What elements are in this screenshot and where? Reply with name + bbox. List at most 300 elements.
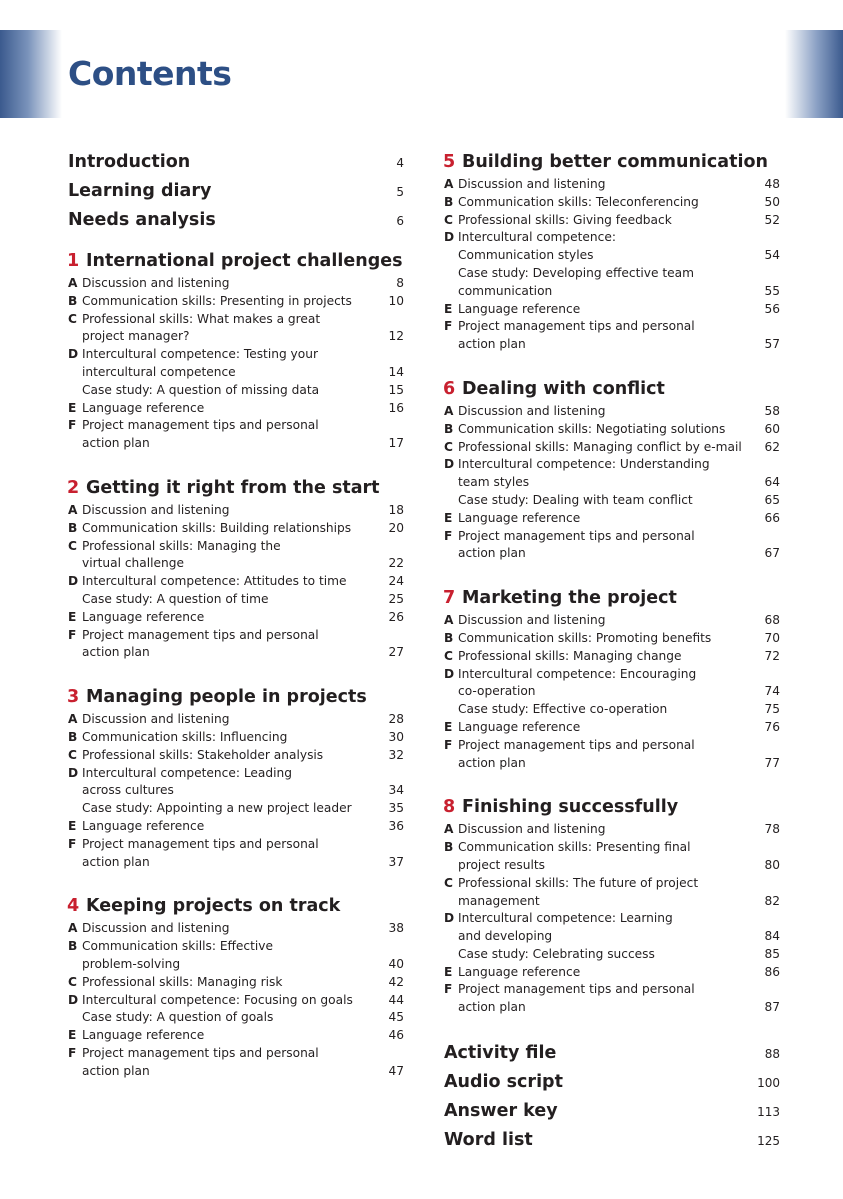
- entry-page-number: 66: [764, 510, 780, 525]
- entry-text: Case study: Effective co-operation: [458, 702, 668, 717]
- entry-page-number: 58: [764, 403, 780, 418]
- entry-text: Project management tips and personal: [458, 982, 695, 997]
- entry-text: Project management tips and personal: [82, 836, 319, 851]
- unit-number: 4: [67, 896, 80, 917]
- section-letter: D: [68, 347, 79, 362]
- entry-text: Discussion and listening: [82, 712, 230, 727]
- entry-page-number: 68: [764, 613, 780, 628]
- toc-entry[interactable]: [68, 992, 404, 1010]
- entry-text: Language reference: [458, 301, 581, 316]
- unit-number: 1: [67, 251, 80, 271]
- section-letter: C: [68, 538, 77, 553]
- unit-block: [68, 685, 404, 871]
- toc-entry[interactable]: [444, 928, 780, 946]
- toc-entry[interactable]: [68, 782, 404, 800]
- toc-section-title: Learning diary: [68, 181, 212, 201]
- entry-text: Project management tips and personal: [82, 1045, 319, 1060]
- unit-heading[interactable]: [443, 795, 780, 821]
- entry-text: Project management tips and personal: [458, 528, 695, 543]
- toc-entry[interactable]: [444, 857, 780, 875]
- entry-page-number: 45: [388, 1010, 404, 1025]
- entry-page-number: 75: [764, 702, 780, 717]
- toc-entry[interactable]: [444, 701, 780, 719]
- entry-text: Case study: Appointing a new project leader: [82, 801, 352, 816]
- entry-text: project results: [458, 857, 546, 872]
- section-letter: C: [444, 648, 453, 663]
- entry-text: Communication skills: Effective: [82, 939, 274, 954]
- toc-entry[interactable]: [68, 311, 404, 329]
- entry-text: Professional skills: The future of project: [458, 875, 699, 890]
- entry-page-number: 60: [764, 421, 780, 436]
- toc-entry[interactable]: [444, 719, 780, 737]
- toc-entry[interactable]: [444, 194, 780, 212]
- entry-text: and developing: [458, 929, 553, 944]
- section-letter: D: [68, 574, 79, 589]
- entry-page-number: 46: [388, 1028, 404, 1043]
- entry-page-number: 24: [388, 574, 404, 589]
- toc-entry[interactable]: [444, 336, 780, 354]
- entry-page-number: 55: [764, 283, 780, 298]
- toc-entry[interactable]: [68, 836, 404, 854]
- section-letter: C: [68, 311, 77, 326]
- section-letter: D: [444, 457, 455, 472]
- toc-section-title: Audio script: [444, 1072, 563, 1093]
- entry-page-number: 44: [388, 992, 404, 1007]
- section-letter: A: [444, 403, 454, 418]
- entry-page-number: 87: [764, 1000, 780, 1015]
- entry-text: Intercultural competence: Leading: [82, 765, 292, 780]
- toc-page-number: 88: [764, 1047, 780, 1062]
- toc-entry[interactable]: [444, 439, 780, 457]
- entry-text: Intercultural competence: Focusing on goals: [82, 992, 353, 1007]
- unit-number: 2: [67, 477, 80, 498]
- toc-entry[interactable]: [68, 627, 404, 645]
- toc-entry[interactable]: [68, 555, 404, 573]
- toc-entry[interactable]: [68, 800, 404, 818]
- entry-text: problem-solving: [82, 956, 181, 971]
- toc-entry[interactable]: [444, 283, 780, 301]
- section-letter: A: [444, 613, 454, 628]
- entry-page-number: 16: [388, 400, 404, 415]
- toc-entry[interactable]: [444, 545, 780, 563]
- toc-entry[interactable]: [444, 946, 780, 964]
- entry-page-number: 28: [388, 712, 404, 727]
- entry-text: Language reference: [82, 1028, 205, 1043]
- toc-entry[interactable]: [68, 956, 404, 974]
- toc-entry[interactable]: [68, 729, 404, 747]
- section-letter: B: [68, 729, 78, 744]
- entry-page-number: 62: [764, 439, 780, 454]
- entry-page-number: 47: [388, 1063, 404, 1078]
- entry-text: action plan: [82, 645, 150, 660]
- entry-text: action plan: [458, 337, 526, 352]
- toc-entry[interactable]: [68, 293, 404, 311]
- entry-text: Language reference: [82, 609, 205, 624]
- section-letter: A: [444, 822, 454, 837]
- toc-page-number: 113: [757, 1105, 780, 1120]
- toc-entry[interactable]: [444, 421, 780, 439]
- toc-entry[interactable]: [444, 212, 780, 230]
- toc-entry[interactable]: [444, 893, 780, 911]
- entry-text: Professional skills: Managing the: [82, 538, 281, 553]
- toc-entry[interactable]: [68, 1027, 404, 1045]
- toc-entry[interactable]: [444, 737, 780, 755]
- toc-section-title: Introduction: [68, 152, 191, 172]
- unit-title: Getting it right from the start: [86, 477, 380, 498]
- section-letter: A: [68, 502, 78, 517]
- entry-page-number: 32: [388, 747, 404, 762]
- entry-text: Communication skills: Promoting benefits: [458, 630, 712, 645]
- toc-entry[interactable]: [68, 502, 404, 520]
- toc-entry[interactable]: [444, 683, 780, 701]
- entry-page-number: 65: [764, 492, 780, 507]
- unit-title: Marketing the project: [462, 588, 677, 609]
- unit-heading[interactable]: [443, 150, 780, 176]
- toc-page-number: 5: [396, 185, 404, 199]
- toc-page-number: 6: [396, 214, 404, 228]
- toc-section-link[interactable]: [444, 1070, 780, 1099]
- section-letter: F: [444, 982, 453, 997]
- entry-text: action plan: [458, 755, 526, 770]
- entry-text: Case study: A question of time: [82, 591, 269, 606]
- toc-entry[interactable]: [68, 346, 404, 364]
- toc-entry[interactable]: [444, 247, 780, 265]
- section-letter: B: [68, 293, 78, 308]
- toc-section-title: Needs analysis: [68, 210, 216, 230]
- entry-page-number: 15: [388, 382, 404, 397]
- entry-text: Intercultural competence: Attitudes to time: [82, 574, 347, 589]
- toc-entry[interactable]: [68, 711, 404, 729]
- unit-heading[interactable]: [67, 249, 404, 275]
- entry-text: Communication skills: Presenting final: [458, 840, 691, 855]
- entry-page-number: 77: [764, 755, 780, 770]
- unit-block: [444, 377, 780, 563]
- entry-text: Communication skills: Negotiating solutions: [458, 421, 726, 436]
- entry-text: Discussion and listening: [82, 502, 230, 517]
- unit-title: Building better communication: [462, 152, 768, 172]
- entry-text: Communication skills: Influencing: [82, 729, 288, 744]
- entry-page-number: 36: [388, 818, 404, 833]
- section-letter: E: [68, 1028, 77, 1043]
- entry-text: Language reference: [82, 818, 205, 833]
- unit-number: 3: [67, 687, 80, 708]
- entry-text: Communication skills: Building relationships: [82, 520, 352, 535]
- unit-heading[interactable]: [67, 894, 404, 920]
- entry-text: Professional skills: Managing conflict by e-mail: [458, 439, 742, 454]
- entry-text: Discussion and listening: [82, 921, 230, 936]
- entry-text: Language reference: [458, 964, 581, 979]
- unit-heading[interactable]: [67, 476, 404, 502]
- entry-page-number: 26: [388, 609, 404, 624]
- section-letter: F: [68, 836, 77, 851]
- toc-section-link[interactable]: [444, 1128, 780, 1157]
- section-letter: C: [444, 439, 453, 454]
- unit-number: 6: [443, 378, 456, 399]
- toc-entry[interactable]: [68, 573, 404, 591]
- unit-title: International project challenges: [86, 251, 403, 271]
- section-letter: A: [444, 177, 454, 191]
- unit-list-right: [444, 150, 780, 1017]
- toc-entry[interactable]: [444, 839, 780, 857]
- unit-heading[interactable]: [67, 685, 404, 711]
- toc-entry[interactable]: [68, 1045, 404, 1063]
- toc-entry[interactable]: [444, 528, 780, 546]
- entry-page-number: 54: [764, 248, 780, 263]
- section-letter: B: [444, 421, 454, 436]
- entry-page-number: 14: [388, 364, 404, 379]
- entry-page-number: 85: [764, 946, 780, 961]
- toc-entry[interactable]: [444, 510, 780, 528]
- section-letter: B: [444, 840, 454, 855]
- unit-block: [68, 894, 404, 1080]
- section-letter: D: [68, 765, 79, 780]
- toc-entry[interactable]: [68, 382, 404, 400]
- toc-section-link[interactable]: [444, 1041, 780, 1070]
- toc-section-link[interactable]: [68, 208, 404, 237]
- toc-entry[interactable]: [68, 417, 404, 435]
- toc-section-title: Word list: [444, 1130, 533, 1151]
- section-letter: E: [444, 510, 453, 525]
- entry-text: Professional skills: Managing change: [458, 648, 682, 663]
- section-letter: E: [444, 301, 453, 316]
- entry-page-number: 86: [764, 964, 780, 979]
- toc-section-link[interactable]: [68, 179, 404, 208]
- unit-number: 8: [443, 797, 456, 818]
- entry-text: Intercultural competence: Understanding: [458, 457, 710, 472]
- entry-text: Communication styles: [458, 248, 594, 263]
- section-letter: D: [444, 230, 455, 245]
- unit-block: [444, 795, 780, 1017]
- toc-entry[interactable]: [68, 644, 404, 662]
- toc-entry[interactable]: [68, 538, 404, 556]
- section-letter: B: [444, 630, 454, 645]
- entry-text: Case study: Developing effective team: [458, 265, 694, 280]
- entry-text: Case study: Dealing with team conflict: [458, 492, 693, 507]
- entry-page-number: 10: [388, 293, 404, 308]
- entry-page-number: 37: [388, 854, 404, 869]
- unit-title: Keeping projects on track: [86, 896, 341, 917]
- entry-page-number: 17: [388, 436, 404, 451]
- toc-entry[interactable]: [444, 999, 780, 1017]
- toc-entry[interactable]: [68, 1063, 404, 1081]
- entry-page-number: 56: [764, 301, 780, 316]
- unit-number: 7: [443, 588, 456, 609]
- entry-text: action plan: [82, 854, 150, 869]
- page-title: Contents: [68, 54, 232, 93]
- entry-page-number: 72: [764, 648, 780, 663]
- contents-column-right: [444, 150, 780, 1157]
- entry-text: Professional skills: What makes a great: [82, 311, 321, 326]
- entry-page-number: 20: [388, 520, 404, 535]
- entry-text: Communication skills: Teleconferencing: [458, 194, 699, 209]
- toc-entry[interactable]: [444, 492, 780, 510]
- toc-entry[interactable]: [68, 747, 404, 765]
- toc-entry[interactable]: [444, 981, 780, 999]
- header-band-right: [785, 30, 843, 118]
- unit-title: Managing people in projects: [86, 687, 367, 708]
- entry-page-number: 12: [388, 329, 404, 344]
- entry-text: Project management tips and personal: [458, 737, 695, 752]
- unit-block: [68, 476, 404, 662]
- entry-page-number: 64: [764, 475, 780, 490]
- entry-page-number: 67: [764, 546, 780, 561]
- entry-text: Intercultural competence: Learning: [458, 911, 673, 926]
- section-letter: E: [444, 964, 453, 979]
- unit-title: Dealing with conflict: [462, 378, 665, 399]
- section-letter: E: [68, 818, 77, 833]
- toc-page-number: 100: [757, 1076, 780, 1091]
- toc-entry[interactable]: [444, 318, 780, 336]
- entry-text: Intercultural competence:: [458, 230, 616, 245]
- toc-entry[interactable]: [68, 328, 404, 346]
- section-letter: B: [68, 939, 78, 954]
- entry-page-number: 57: [764, 337, 780, 352]
- toc-page-number: 125: [757, 1134, 780, 1149]
- unit-block: [444, 150, 780, 354]
- section-letter: F: [68, 418, 77, 433]
- entry-text: Case study: Celebrating success: [458, 946, 655, 961]
- entry-text: Language reference: [458, 510, 581, 525]
- unit-heading[interactable]: [443, 377, 780, 403]
- section-letter: E: [444, 719, 453, 734]
- toc-entry[interactable]: [444, 666, 780, 684]
- entry-text: intercultural competence: [82, 364, 236, 379]
- entry-text: Project management tips and personal: [458, 319, 695, 334]
- toc-entry[interactable]: [68, 400, 404, 418]
- section-letter: F: [444, 528, 453, 543]
- section-letter: E: [68, 609, 77, 624]
- toc-entry[interactable]: [68, 854, 404, 872]
- toc-section-title: Activity file: [444, 1043, 557, 1064]
- section-letter: A: [68, 712, 78, 727]
- entry-page-number: 80: [764, 857, 780, 872]
- section-letter: D: [444, 911, 455, 926]
- section-letter: F: [444, 319, 453, 334]
- entry-page-number: 76: [764, 719, 780, 734]
- entry-text: Professional skills: Managing risk: [82, 974, 283, 989]
- toc-entry[interactable]: [444, 910, 780, 928]
- entry-text: action plan: [458, 1000, 526, 1015]
- toc-entry[interactable]: [444, 229, 780, 247]
- toc-entry[interactable]: [444, 403, 780, 421]
- entry-page-number: 78: [764, 822, 780, 837]
- toc-entry[interactable]: [444, 648, 780, 666]
- entry-text: project manager?: [82, 329, 190, 344]
- toc-entry[interactable]: [68, 435, 404, 453]
- toc-entry[interactable]: [68, 938, 404, 956]
- entry-text: action plan: [458, 546, 526, 561]
- front-matter-list: [68, 150, 404, 237]
- entry-text: Language reference: [458, 719, 581, 734]
- entry-text: Language reference: [82, 400, 205, 415]
- unit-title: Finishing successfully: [462, 797, 679, 818]
- toc-entry[interactable]: [444, 755, 780, 773]
- entry-page-number: 27: [388, 645, 404, 660]
- entry-page-number: 42: [388, 974, 404, 989]
- entry-text: action plan: [82, 436, 150, 451]
- unit-block: [444, 586, 780, 772]
- entry-page-number: 35: [388, 801, 404, 816]
- toc-entry[interactable]: [444, 964, 780, 982]
- entry-page-number: 48: [764, 177, 780, 191]
- entry-text: Discussion and listening: [458, 177, 606, 191]
- toc-entry[interactable]: [444, 875, 780, 893]
- toc-entry[interactable]: [68, 591, 404, 609]
- unit-number: 5: [443, 152, 456, 172]
- toc-entry[interactable]: [68, 974, 404, 992]
- toc-entry[interactable]: [444, 456, 780, 474]
- entry-text: Case study: A question of goals: [82, 1010, 274, 1025]
- entry-page-number: 22: [388, 556, 404, 571]
- toc-entry[interactable]: [444, 630, 780, 648]
- entry-page-number: 70: [764, 630, 780, 645]
- entry-text: Intercultural competence: Encouraging: [458, 666, 697, 681]
- section-letter: A: [68, 921, 78, 936]
- section-letter: F: [68, 1045, 77, 1060]
- entry-text: management: [458, 893, 540, 908]
- toc-section-link[interactable]: [68, 150, 404, 179]
- section-letter: C: [68, 974, 77, 989]
- toc-entry[interactable]: [444, 176, 780, 194]
- entry-page-number: 30: [388, 729, 404, 744]
- entry-text: Project management tips and personal: [82, 418, 319, 433]
- toc-entry[interactable]: [68, 920, 404, 938]
- toc-entry[interactable]: [68, 1009, 404, 1027]
- section-letter: E: [68, 400, 77, 415]
- section-letter: C: [68, 747, 77, 762]
- entry-page-number: 50: [764, 194, 780, 209]
- header-band-left: [0, 30, 62, 118]
- toc-section-title: Answer key: [444, 1101, 558, 1122]
- toc-entry[interactable]: [68, 609, 404, 627]
- entry-text: communication: [458, 283, 553, 298]
- toc-entry[interactable]: [68, 765, 404, 783]
- entry-text: co-operation: [458, 684, 536, 699]
- toc-entry[interactable]: [68, 275, 404, 293]
- section-letter: B: [444, 194, 454, 209]
- section-letter: C: [444, 875, 453, 890]
- toc-entry[interactable]: [444, 301, 780, 319]
- section-letter: C: [444, 212, 453, 227]
- toc-section-link[interactable]: [444, 1099, 780, 1128]
- entry-text: Discussion and listening: [458, 403, 606, 418]
- section-letter: D: [68, 992, 79, 1007]
- toc-entry[interactable]: [444, 474, 780, 492]
- unit-heading[interactable]: [443, 586, 780, 612]
- entry-page-number: 82: [764, 893, 780, 908]
- toc-entry[interactable]: [444, 612, 780, 630]
- entry-page-number: 8: [396, 276, 404, 290]
- toc-entry[interactable]: [444, 265, 780, 283]
- toc-page-number: 4: [396, 156, 404, 170]
- entry-text: Project management tips and personal: [82, 627, 319, 642]
- entry-text: virtual challenge: [82, 556, 184, 571]
- unit-block: [68, 249, 404, 453]
- entry-text: Discussion and listening: [458, 613, 606, 628]
- toc-entry[interactable]: [68, 520, 404, 538]
- toc-entry[interactable]: [68, 364, 404, 382]
- entry-page-number: 18: [388, 502, 404, 517]
- entry-text: across cultures: [82, 783, 174, 798]
- toc-entry[interactable]: [444, 821, 780, 839]
- section-letter: B: [68, 520, 78, 535]
- section-letter: D: [444, 666, 455, 681]
- entry-text: Communication skills: Presenting in projects: [82, 293, 352, 308]
- toc-entry[interactable]: [68, 818, 404, 836]
- entry-page-number: 25: [388, 591, 404, 606]
- entry-text: Discussion and listening: [458, 822, 606, 837]
- section-letter: A: [68, 276, 78, 290]
